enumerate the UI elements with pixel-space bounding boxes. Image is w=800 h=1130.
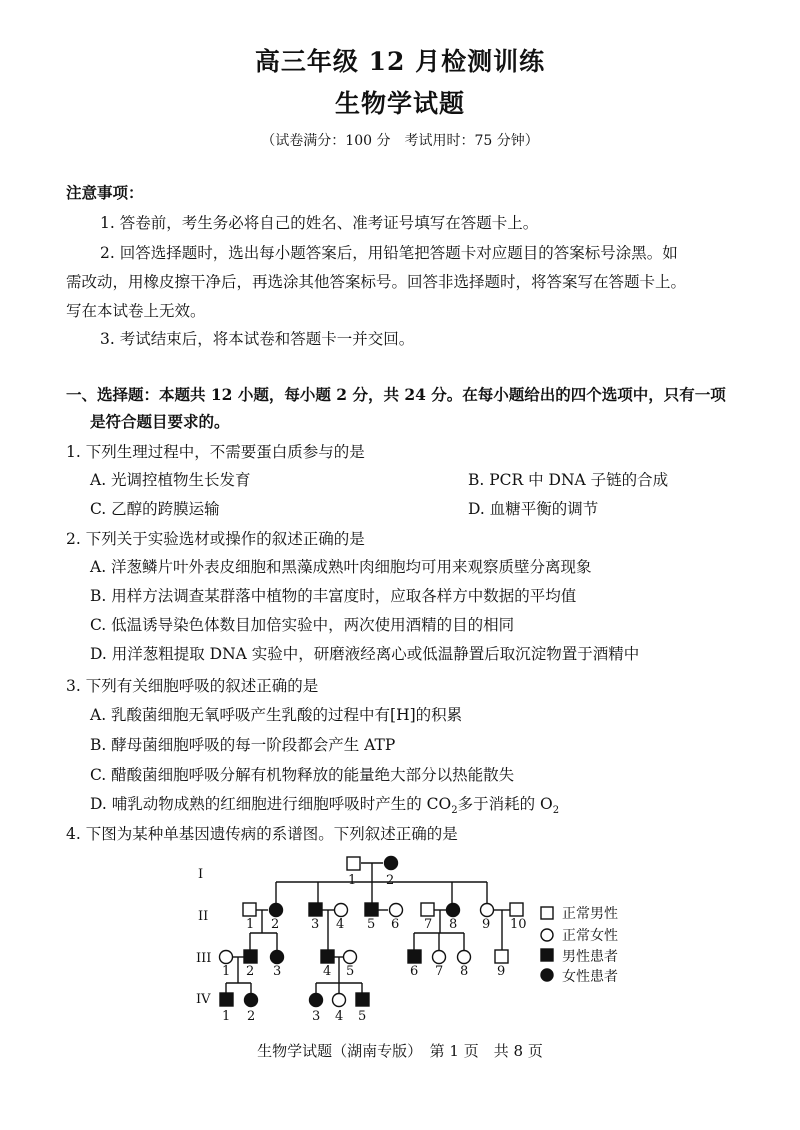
gen2-male-7 (421, 903, 434, 916)
gen3-num-6: 6 (410, 964, 419, 979)
legend-normal-male-icon (541, 907, 553, 919)
gen3-male-4 (321, 950, 334, 963)
gen4-num-2: 2 (247, 1009, 256, 1024)
q3-option-b: B. 酵母菌细胞呼吸的每一阶段都会产生 ATP (90, 736, 396, 754)
gen4-female-4 (333, 994, 346, 1007)
gen2-male-3 (309, 903, 322, 916)
legend-normal-male: 正常男性 (562, 906, 618, 922)
gen4-num-1: 1 (222, 1009, 231, 1024)
gen3-num-3: 3 (273, 964, 282, 979)
q3-stem: 3. 下列有关细胞呼吸的叙述正确的是 (66, 677, 319, 695)
q2-option-a: A. 洋葱鳞片叶外表皮细胞和黑藻成熟叶肉细胞均可用来观察质壁分离现象 (90, 558, 592, 576)
legend-normal-female-icon (541, 929, 553, 941)
gen2-num-8: 8 (449, 917, 458, 932)
section-heading-cont: 是符合题目要求的。 (90, 412, 230, 431)
gen3-male-9 (495, 950, 508, 963)
q1-option-b: B. PCR 中 DNA 子链的合成 (468, 471, 669, 489)
gen3-num-1: 1 (222, 964, 231, 979)
gen3-male-6 (408, 950, 421, 963)
note-2-line-3: 写在本试卷上无效。 (66, 302, 206, 320)
q1-option-d: D. 血糖平衡的调节 (468, 500, 599, 518)
gen2-female-4 (335, 904, 348, 917)
q4-stem: 4. 下图为某种单基因遗传病的系谱图。下列叙述正确的是 (66, 825, 458, 843)
gen3-female-7 (433, 951, 446, 964)
gen2-num-5: 5 (367, 917, 376, 932)
gen2-num-6: 6 (391, 917, 400, 932)
gen3-female-3 (271, 951, 284, 964)
gen3-num-8: 8 (460, 964, 469, 979)
q1-option-a: A. 光调控植物生长发育 (90, 471, 251, 489)
gen4-female-2 (245, 994, 258, 1007)
section-heading: 一、选择题：本题共 12 小题，每小题 2 分，共 24 分。在每小题给出的四个选项中，只有一项 (66, 385, 726, 404)
note-2-line-1: 2. 回答选择题时，选出每小题答案后，用铅笔把答题卡对应题目的答案标号涂黑。如 (100, 244, 678, 262)
gen2-female-6 (390, 904, 403, 917)
gen2-female-8 (447, 904, 460, 917)
gen-label-ii: II (198, 909, 209, 924)
legend-normal-female: 正常女性 (562, 928, 618, 944)
q2-option-b: B. 用样方法调查某群落中植物的丰富度时，应取各样方中数据的平均值 (90, 587, 577, 605)
note-3: 3. 考试结束后，将本试卷和答题卡一并交回。 (100, 330, 415, 348)
q3-option-d: D. 哺乳动物成熟的红细胞进行细胞呼吸时产生的 $CO_2$多于消耗的 $O_2$ (90, 795, 560, 817)
gen3-num-5: 5 (346, 964, 355, 979)
pedigree-chart (0, 845, 800, 1035)
gen4-num-4: 4 (335, 1009, 344, 1024)
q2-option-c: C. 低温诱导染色体数目加倍实验中，两次使用酒精的目的相同 (90, 616, 515, 634)
gen3-num-4: 4 (323, 964, 332, 979)
legend-affected-male-icon (541, 949, 553, 961)
gen1-male-1 (347, 857, 360, 870)
q2-option-d: D. 用洋葱粗提取 DNA 实验中，研磨液经离心或低温静置后取沉淀物置于酒精中 (90, 645, 640, 663)
q3-option-c: C. 醋酸菌细胞呼吸分解有机物释放的能量绝大部分以热能散失 (90, 766, 515, 784)
gen2-num-7: 7 (424, 917, 433, 932)
notes-heading: 注意事项： (66, 183, 144, 202)
gen2-num-9: 9 (482, 917, 491, 932)
gen2-num-3: 3 (311, 917, 320, 932)
legend-affected-female-icon (541, 969, 553, 981)
gen-label-iii: III (196, 951, 212, 966)
gen2-male-10 (510, 903, 523, 916)
q2-stem: 2. 下列关于实验选材或操作的叙述正确的是 (66, 530, 365, 548)
q1-option-c: C. 乙醇的跨膜运输 (90, 500, 220, 518)
gen3-num-7: 7 (435, 964, 444, 979)
gen2-female-9 (481, 904, 494, 917)
gen3-female-5 (344, 951, 357, 964)
q1-stem: 1. 下列生理过程中，不需要蛋白质参与的是 (66, 443, 365, 461)
gen-label-i: I (198, 867, 204, 882)
q3-option-a: A. 乳酸菌细胞无氧呼吸产生乳酸的过程中有[H]的积累 (90, 706, 463, 724)
exam-title: 高三年级 12 月检测训练 (254, 47, 546, 76)
gen2-female-2 (270, 904, 283, 917)
gen4-num-3: 3 (312, 1009, 321, 1024)
gen2-num-10: 10 (510, 917, 527, 932)
legend-affected-female: 女性患者 (562, 969, 618, 985)
gen2-num-1: 1 (246, 917, 255, 932)
legend-affected-male: 男性患者 (562, 949, 618, 965)
gen4-male-5 (356, 993, 369, 1006)
note-1: 1. 答卷前，考生务必将自己的姓名、准考证号填写在答题卡上。 (100, 214, 539, 232)
gen3-num-9: 9 (497, 964, 506, 979)
gen4-num-5: 5 (358, 1009, 367, 1024)
gen2-male-5 (365, 903, 378, 916)
gen4-female-3 (310, 994, 323, 1007)
exam-meta: （试卷满分：100 分 考试用时：75 分钟） (261, 133, 539, 149)
gen-label-iv: IV (196, 992, 211, 1007)
gen1-num-2: 2 (386, 873, 395, 888)
gen3-male-2 (244, 950, 257, 963)
gen3-num-2: 2 (246, 964, 255, 979)
gen3-female-1 (220, 951, 233, 964)
subject-title: 生物学试题 (334, 89, 465, 118)
note-2-line-2: 需改动，用橡皮擦干净后，再选涂其他答案标号。回答非选择题时，将答案写在答题卡上。 (66, 273, 687, 291)
gen1-num-1: 1 (348, 873, 357, 888)
gen3-female-8 (458, 951, 471, 964)
gen2-num-4: 4 (336, 917, 345, 932)
gen1-female-2 (385, 857, 398, 870)
page-footer: 生物学试题（湖南专版） 第 1 页 共 8 页 (257, 1042, 543, 1060)
gen4-male-1 (220, 993, 233, 1006)
gen2-num-2: 2 (271, 917, 280, 932)
gen2-male-1 (243, 903, 256, 916)
